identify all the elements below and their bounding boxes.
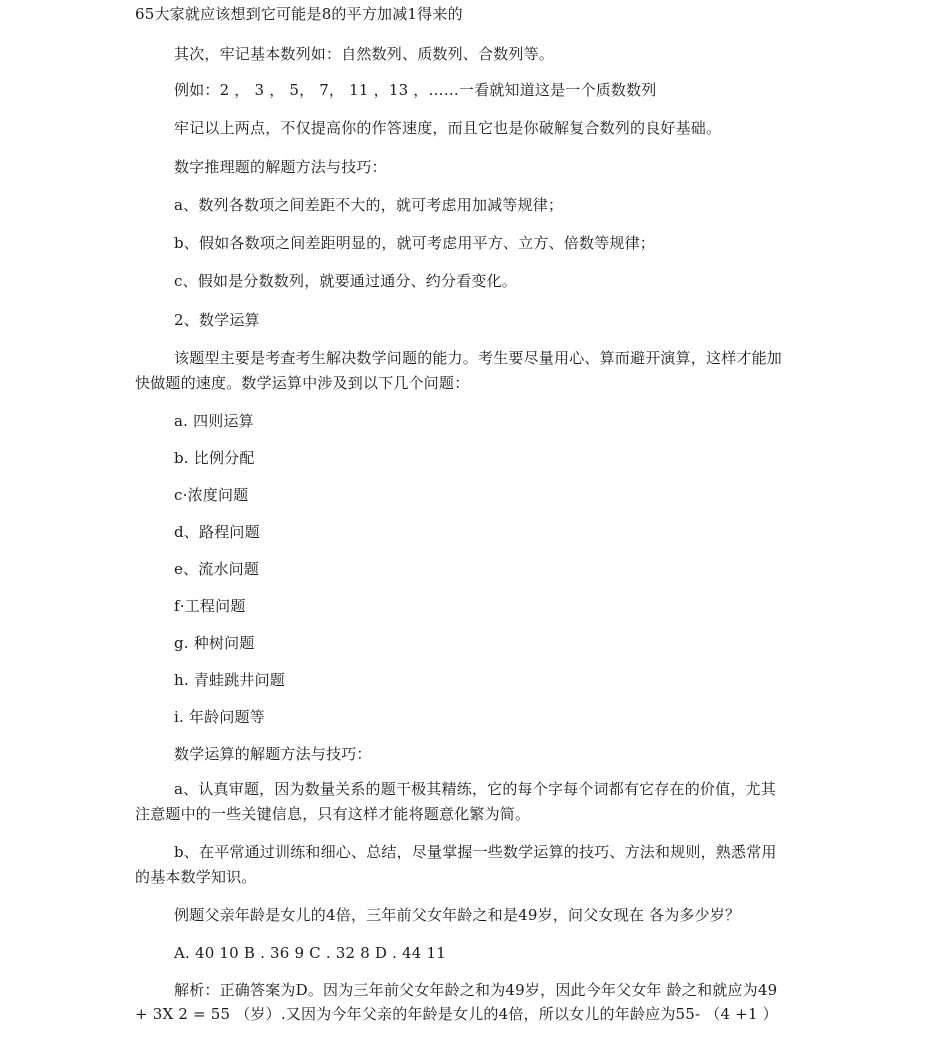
text-line: 牢记以上两点，不仅提高你的作答速度，而且它也是你破解复合数列的良好基础。 [174, 119, 722, 137]
section-heading: 2、数学运算 [174, 311, 260, 329]
text-line: 的基本数学知识。 [135, 868, 257, 886]
list-item: f·工程问题 [174, 597, 246, 615]
text-line: 例如：2 ， 3 ， 5， 7， 11 ，13 ，……一看就知道这是一个质数数列 [174, 81, 657, 99]
text-line: 其次，牢记基本数列如：自然数列、质数列、合数列等。 [174, 45, 555, 63]
text-line: 解析：正确答案为D。因为三年前父女年龄之和为49岁，因此今年父女年 龄之和就应为49 [174, 981, 778, 999]
list-item: c·浓度问题 [174, 486, 249, 504]
section-heading: 数学运算的解题方法与技巧： [174, 745, 372, 763]
text-line: 注意题中的一些关键信息，只有这样才能将题意化繁为简。 [135, 805, 531, 823]
text-line: a、认真审题，因为数量关系的题干极其精练，它的每个字每个词都有它存在的价值，尤其 [174, 780, 776, 798]
list-item: a、数列各数项之间差距不大的，就可考虑用加减等规律； [174, 196, 564, 214]
list-item: b、假如各数项之间差距明显的，就可考虑用平方、立方、倍数等规律； [174, 234, 656, 252]
list-item: a. 四则运算 [174, 412, 254, 430]
list-item: b. 比例分配 [174, 449, 255, 467]
list-item: d、路程问题 [174, 523, 260, 541]
list-item: e、流水问题 [174, 560, 260, 578]
text-line: 快做题的速度。数学运算中涉及到以下几个问题： [135, 374, 470, 392]
section-heading: 数字推理题的解题方法与技巧： [174, 158, 387, 176]
list-item: h. 青蛙跳井问题 [174, 671, 285, 689]
text-line: 65大家就应该想到它可能是8的平方加减1得来的 [135, 5, 463, 23]
list-item: i. 年龄问题等 [174, 708, 265, 726]
example-question: 例题父亲年龄是女儿的4倍，三年前父女年龄之和是49岁，问父女现在 各为多少岁？ [174, 906, 741, 924]
list-item: g. 种树问题 [174, 634, 255, 652]
list-item: c、假如是分数数列，就要通过通分、约分看变化。 [174, 272, 518, 290]
text-line: b、在平常通过训练和细心、总结，尽量掌握一些数学运算的技巧、方法和规则，熟悉常用 [174, 843, 777, 861]
text-line: + 3X 2 = 55 （岁）.又因为今年父亲的年龄是女儿的4倍，所以女儿的年龄应为55- （4 +1 ） [135, 1005, 778, 1023]
answer-options: A. 40 10 B . 36 9 C . 32 8 D . 44 11 [174, 944, 446, 962]
text-line: 该题型主要是考查考生解决数学问题的能力。考生要尽量用心、算而避开演算，这样才能加 [174, 349, 783, 367]
